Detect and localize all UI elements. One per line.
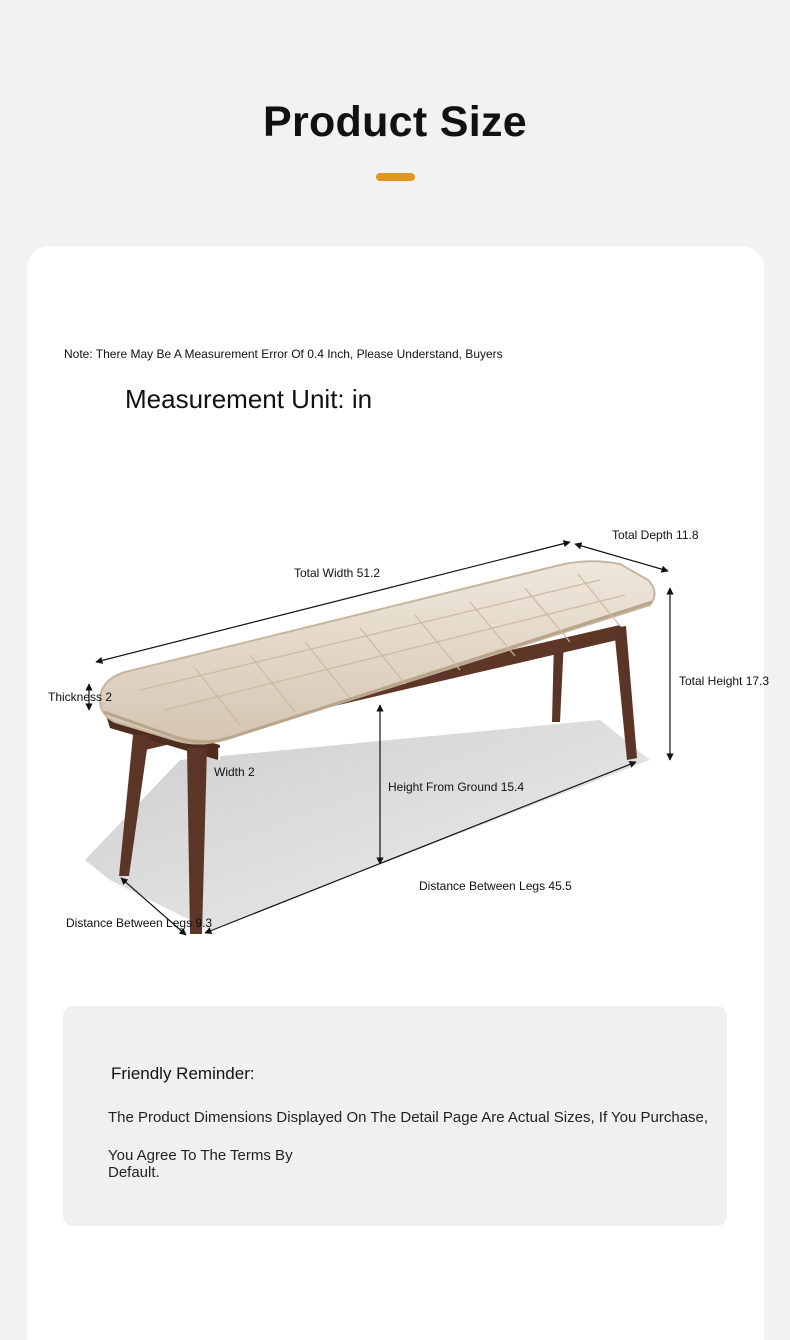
label-distance-legs-short: Distance Between Legs 9.3 xyxy=(66,916,213,930)
bench-cushion xyxy=(100,561,655,743)
reminder-line-3: Default. xyxy=(108,1164,160,1181)
label-thickness: Thickness 2 xyxy=(48,690,113,704)
label-distance-legs-long: Distance Between Legs 45.5 xyxy=(419,879,572,893)
label-total-height: Total Height 17.3 xyxy=(679,674,770,688)
label-height-from-ground: Height From Ground 15.4 xyxy=(388,780,525,794)
reminder-body xyxy=(108,1108,718,1180)
reminder-line-2: You Agree To The Terms By xyxy=(108,1147,293,1164)
measurement-note: Note: There May Be A Measurement Error Of 0.4 Inch, Please Understand, Buyers xyxy=(64,347,503,361)
bench-dimension-diagram xyxy=(0,500,790,960)
label-total-depth: Total Depth 11.8 xyxy=(612,528,699,542)
title-accent-bar xyxy=(376,173,415,181)
label-width: Width 2 xyxy=(214,765,255,779)
measurement-unit: Measurement Unit: in xyxy=(125,384,373,414)
page-title: Product Size xyxy=(262,98,528,146)
floor-shadow xyxy=(85,720,650,930)
reminder-title: Friendly Reminder: xyxy=(111,1064,255,1083)
label-total-width: Total Width 51.2 xyxy=(294,566,381,580)
reminder-line-1: The Product Dimensions Displayed On The Detail Page Are Actual Sizes, If You Purchase, xyxy=(108,1109,709,1126)
